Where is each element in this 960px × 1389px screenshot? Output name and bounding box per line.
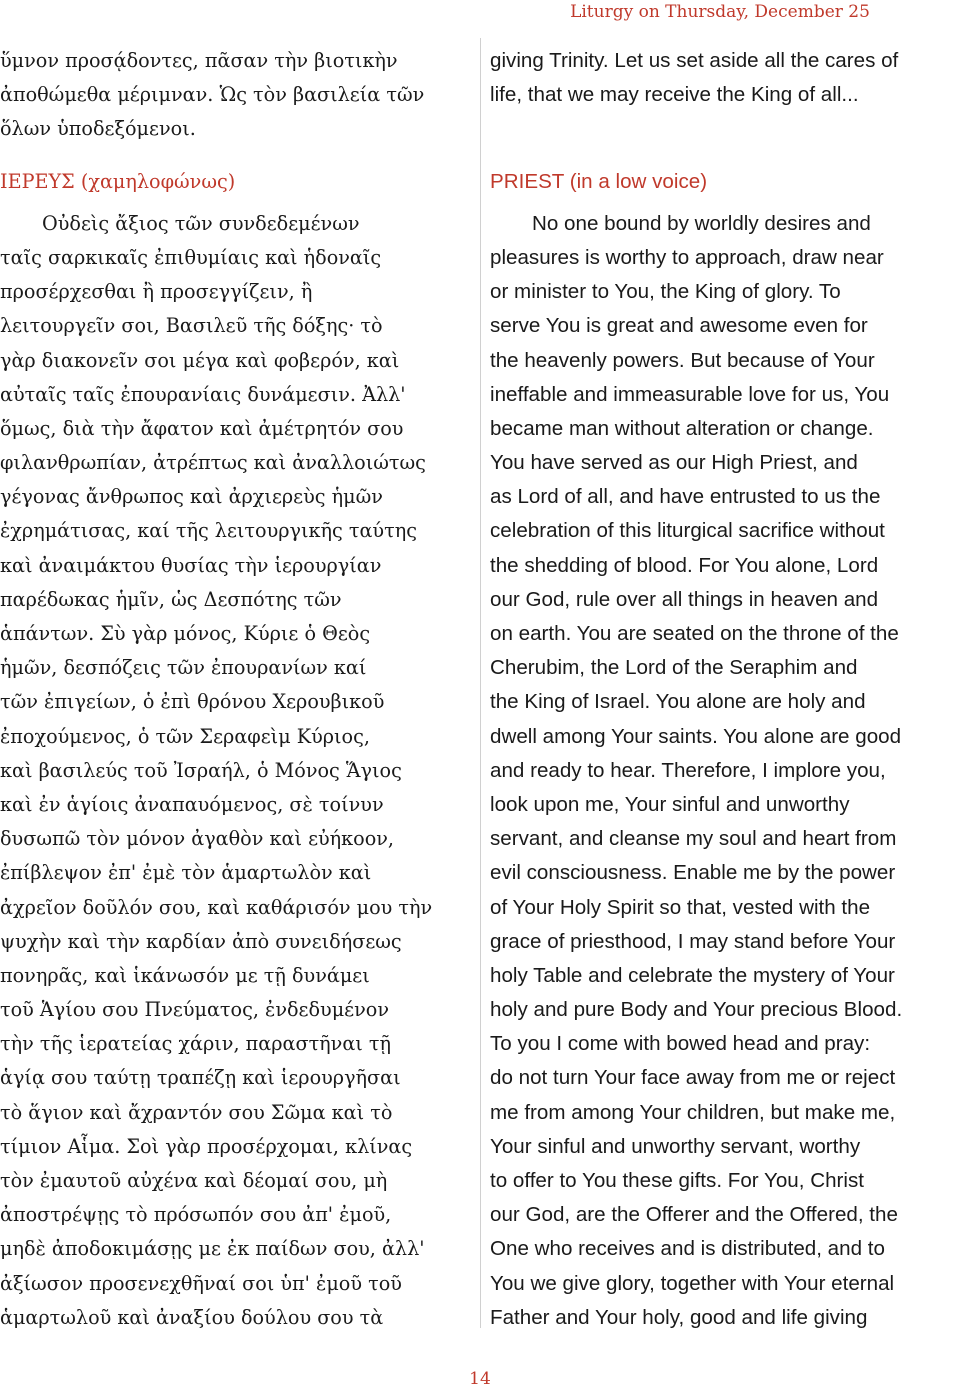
english-text-line: ineffable and immeasurable love for us, You <box>490 382 890 406</box>
greek-text-line: ἀξίωσον προσενεχθῆναί σοι ὑπ' ἐμοῦ τοῦ <box>0 1271 402 1295</box>
greek-text-line: ἐχρημάτισας, καί τῆς λειτουργικῆς ταύτης <box>0 519 417 543</box>
english-text-line: do not turn Your face away from me or reject <box>490 1066 896 1090</box>
greek-text-line: ἡμῶν, δεσπόζεις τῶν ἐπουρανίων καί <box>0 656 367 680</box>
greek-intro-line: ὅλων ὑποδεξόμενοι. <box>0 117 196 141</box>
english-text-line: Cherubim, the Lord of the Seraphim and <box>490 656 858 680</box>
greek-intro <box>0 44 478 147</box>
english-text-line: Father and Your holy, good and life giving <box>490 1305 868 1329</box>
greek-text-line: τὸν ἐμαυτοῦ αὐχένα καὶ δέομαί σου, μὴ <box>0 1169 388 1192</box>
greek-text-line: δυσωπῶ τὸν μόνον ἀγαθὸν καὶ εὐήκοον, <box>0 827 395 851</box>
english-text-line: became man without alteration or change. <box>490 416 874 440</box>
english-text-line: One who receives and is distributed, and to <box>490 1237 885 1261</box>
english-text-line: the heavenly powers. But because of Your <box>490 348 875 372</box>
english-text-line: serve You is great and awesome even for <box>490 314 868 338</box>
english-intro-line: life, that we may receive the King of all... <box>490 83 859 107</box>
greek-text-line: τῶν ἐπιγείων, ὁ ἐπὶ θρόνου Χερουβικοῦ <box>0 690 385 714</box>
greek-text-line: ὅμως, διὰ τὴν ἄφατον καὶ ἀμέτρητόν σου <box>0 416 404 440</box>
english-text-line: pleasures is worthy to approach, draw near <box>490 245 884 269</box>
english-text-line: or minister to You, the King of glory. To <box>490 280 841 304</box>
greek-text-line: τὸ ἅγιον καὶ ἄχραντόν σου Σῶμα καὶ τὸ <box>0 1100 393 1124</box>
english-text-line: evil consciousness. Enable me by the power <box>490 861 896 885</box>
greek-text-line: ἁπάντων. Σὺ γὰρ μόνος, Κύριε ὁ Θεὸς <box>0 622 371 645</box>
page-number: 14 <box>469 1369 491 1389</box>
english-text-line: You have served as our High Priest, and <box>490 451 858 475</box>
greek-text-line: τοῦ Ἁγίου σου Πνεύματος, ἐνδεδυμένον <box>0 998 390 1022</box>
english-intro-line: giving Trinity. Let us set aside all the cares of <box>490 49 899 72</box>
english-text-line: me from among Your children, but make me, <box>490 1100 896 1124</box>
english-column <box>490 44 960 1335</box>
greek-text-line: τίμιον Αἷμα. Σοὶ γὰρ προσέρχομαι, κλίνας <box>0 1134 413 1158</box>
english-text-line: holy and pure Body and Your precious Blood. <box>490 998 903 1022</box>
greek-intro-line: ὕμνον προσᾴδοντες, πᾶσαν τὴν βιοτικὴν <box>0 49 398 72</box>
greek-text-line: πονηρᾶς, καὶ ἱκάνωσόν με τῇ δυνάμει <box>0 963 370 987</box>
greek-text-line: αὐταῖς ταῖς ἐπουρανίαις δυνάμεσιν. Ἀλλ' <box>0 382 406 406</box>
english-text-line: the King of Israel. You alone are holy and <box>490 690 866 714</box>
greek-text-line: ἀχρεῖον δοῦλόν σου, καὶ καθάρισόν μου τὴν <box>0 895 433 919</box>
english-text-line: our God, rule over all things in heaven and <box>490 587 879 611</box>
greek-text-line: τὴν τῆς ἱερατείας χάριν, παραστῆναι τῇ <box>0 1032 392 1056</box>
english-section-heading: PRIEST (in a low voice) <box>490 169 708 193</box>
english-prayer-text <box>490 207 960 1335</box>
english-text-line: look upon me, Your sinful and unworthy <box>490 792 850 816</box>
english-text-line: as Lord of all, and have entrusted to us the <box>490 485 881 509</box>
greek-text-line: λειτουργεῖν σοι, Βασιλεῦ τῆς δόξης· τὸ <box>0 314 383 338</box>
english-text-line: holy Table and celebrate the mystery of Your <box>490 963 895 987</box>
running-header: Liturgy on Thursday, December 25 <box>570 2 870 22</box>
greek-text-line: γέγονας ἄνθρωπος καὶ ἀρχιερεὺς ἡμῶν <box>0 485 383 509</box>
english-text-line: to offer to You these gifts. For You, Christ <box>490 1169 864 1192</box>
greek-text-line: προσέρχεσθαι ἢ προσεγγίζειν, ἢ <box>0 280 313 304</box>
english-text-line: the shedding of blood. For You alone, Lord <box>490 553 879 577</box>
greek-section-gap <box>0 147 478 165</box>
english-text-line: dwell among Your saints. You alone are good <box>490 724 902 748</box>
greek-text-line: ἐπίβλεψον ἐπ' ἐμὲ τὸν ἁμαρτωλὸν καὶ <box>0 861 372 885</box>
english-text-line: To you I come with bowed head and pray: <box>490 1032 871 1056</box>
english-intro-blank <box>490 112 960 146</box>
greek-text-line: ταῖς σαρκικαῖς ἐπιθυμίαις καὶ ἡδοναῖς <box>0 245 382 269</box>
greek-text-line: γὰρ διακονεῖν σοι μέγα καὶ φοβερόν, καὶ <box>0 348 400 372</box>
greek-text-line: ψυχὴν καὶ τὴν καρδίαν ἀπὸ συνειδήσεως <box>0 929 402 953</box>
greek-text-line: καὶ ἐν ἁγίοις ἀναπαυόμενος, σὲ τοίνυν <box>0 792 384 816</box>
english-text-line: on earth. You are seated on the throne of the <box>490 622 899 645</box>
greek-text-line: καὶ βασιλεύς τοῦ Ἰσραήλ, ὁ Μόνος Ἅγιος <box>0 758 402 782</box>
english-intro <box>490 44 960 147</box>
greek-text-line: ἁγίᾳ σου ταύτῃ τραπέζῃ καὶ ἱερουργῆσαι <box>0 1066 401 1090</box>
greek-text-line: μηδὲ ἀποδοκιμάσῃς με ἐκ παίδων σου, ἀλλ' <box>0 1237 425 1261</box>
greek-text-line: παρέδωκας ἡμῖν, ὡς Δεσπότης τῶν <box>0 587 342 611</box>
greek-text-line: ἁμαρτωλοῦ καὶ ἀναξίου δούλου σου τὰ <box>0 1305 384 1329</box>
greek-column <box>0 44 478 1335</box>
english-text-line: servant, and cleanse my soul and heart from <box>490 827 897 851</box>
greek-section-heading: ΙΕΡΕΥΣ (χαμηλοφώνως) <box>0 169 236 193</box>
english-text-line: Your sinful and unworthy servant, worthy <box>490 1134 861 1158</box>
english-text-line: grace of priesthood, I may stand before Your <box>490 929 896 953</box>
english-text-line: celebration of this liturgical sacrifice without <box>490 519 885 543</box>
english-text-line: No one bound by worldly desires and <box>532 211 871 235</box>
english-text-line: and ready to hear. Therefore, I implore you, <box>490 758 886 782</box>
greek-text-line: Οὐδεὶς ἄξιος τῶν συνδεδεμένων <box>42 211 360 235</box>
greek-intro-line: ἀποθώμεθα μέριμναν. Ὡς τὸν βασιλεία τῶν <box>0 83 425 107</box>
greek-text-line: ἀποστρέψῃς τὸ πρόσωπόν σου ἀπ' ἐμοῦ, <box>0 1203 392 1227</box>
english-section-gap <box>490 147 960 165</box>
english-text-line: You we give glory, together with Your eternal <box>490 1271 895 1295</box>
english-text-line: our God, are the Offerer and the Offered, the <box>490 1203 898 1227</box>
english-text-line: of Your Holy Spirit so that, vested with the <box>490 895 871 919</box>
greek-text-line: καὶ ἀναιμάκτου θυσίας τὴν ἱερουργίαν <box>0 553 382 577</box>
column-divider <box>480 38 481 1328</box>
greek-prayer-text <box>0 207 478 1335</box>
greek-text-line: ἐποχούμενος, ὁ τῶν Σεραφεὶμ Κύριος, <box>0 724 370 748</box>
greek-text-line: φιλανθρωπίαν, ἀτρέπτως καὶ ἀναλλοιώτως <box>0 451 426 475</box>
